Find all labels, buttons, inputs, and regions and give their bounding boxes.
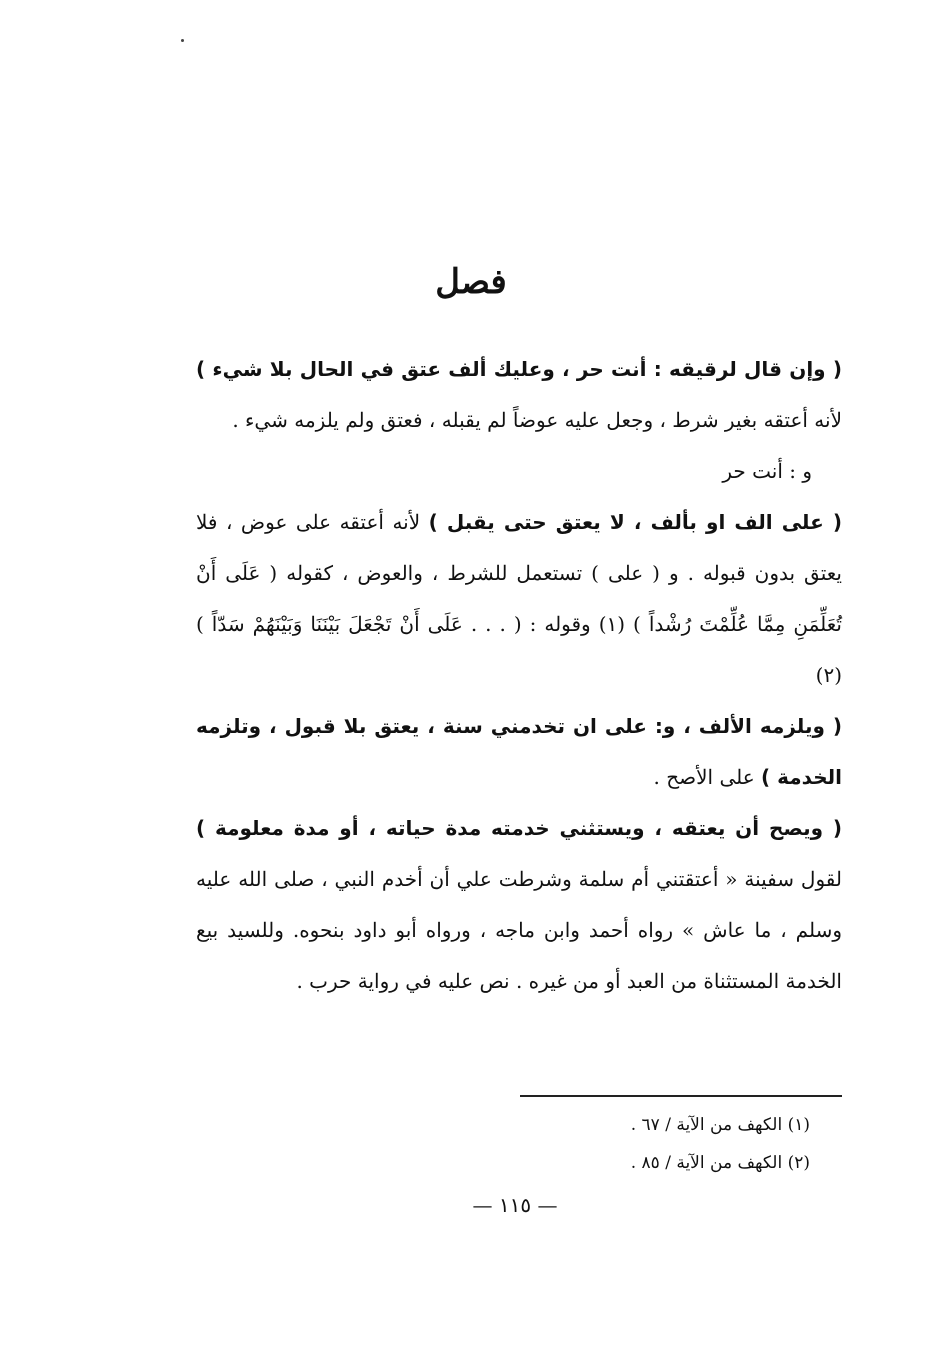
footnote-1: (١) الكهف من الآية / ٦٧ . [630,1115,810,1135]
paragraph-3-bold: ( على الف او بألف ، لا يعتق حتى يقبل ) [428,510,842,534]
paragraph-5 [196,803,842,1007]
section-heading: فصل [435,262,507,302]
scan-speck [181,39,184,42]
body-text [196,344,842,1007]
paragraph-5-text: لقول سفينة « أعتقتني أم سلمة وشرطت علي أن أخدم النبي ، صلى الله عليه وسلم ، ما عاش » رواه أحمد وابن ماجه ، ورواه أبو داود بنحوه. وللسيد بيع الخدمة المستثناة من العبد أو من غيره . نص عليه في رواية حرب . [196,867,842,993]
paragraph-2-text: و : أنت حر [722,459,812,483]
paragraph-1 [196,344,842,446]
paragraph-5-bold: ( ويصح أن يعتقه ، ويستثني خدمته مدة حياته ، أو مدة معلومة ) [196,816,842,840]
footnote-2: (٢) الكهف من الآية / ٨٥ . [630,1153,810,1173]
paragraph-1-bold: ( وإن قال لرقيقه : أنت حر ، وعليك ألف عتق في الحال بلا شيء ) [196,357,842,381]
paragraph-4 [196,701,842,803]
page-number: — ١١٥ — [472,1193,558,1217]
paragraph-1-text: لأنه أعتقه بغير شرط ، وجعل عليه عوضاً لم يقبله ، فعتق ولم يلزمه شيء . [232,408,842,432]
footnote-divider [520,1095,842,1097]
paragraph-4-bold: ( ويلزمه الألف ، و: على ان تخدمني سنة ، يعتق بلا قبول ، وتلزمه الخدمة ) [196,714,842,789]
paragraph-3 [196,497,842,701]
paragraph-2 [196,446,842,497]
paragraph-4-text: على الأصح . [653,765,762,789]
paragraph-3-text: لأنه أعتقه على عوض ، فلا يعتق بدون قبوله . و ( على ) تستعمل للشرط ، والعوض ، كقوله ( عَلَى أَنْ تُعَلِّمَنِ مِمَّا عُلِّمْتَ رُشْداً ) (١) وقوله : ( . . . عَلَى أَنْ تَجْعَلَ بَيْنَنَا وَبَيْنَهُمْ سَدّاً ) (٢) [196,510,842,687]
footnotes [480,1106,810,1182]
